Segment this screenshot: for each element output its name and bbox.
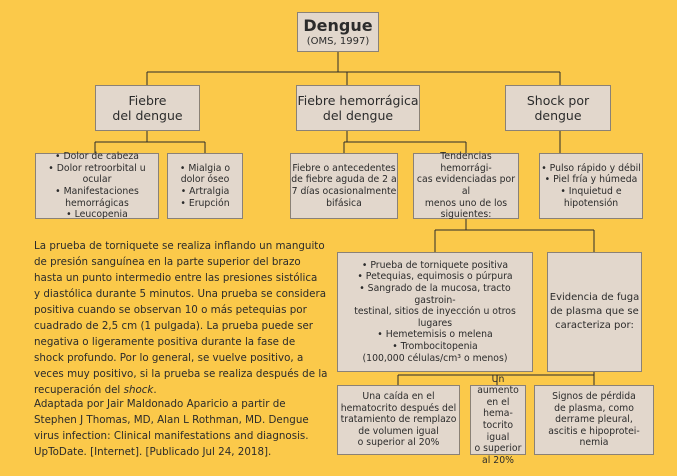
category-shock (505, 85, 611, 131)
hemorragica-tendencias-box (413, 153, 519, 219)
tendencia-item: • Sangrado de la mucosa, tracto gastroin- (359, 283, 511, 306)
plasma-sign-box-1 (337, 385, 460, 455)
plasma-sign-line: de volumen igual (358, 425, 439, 437)
category-line1: Fiebre hemorrágica (297, 93, 419, 108)
category-fiebre-dengue (95, 85, 200, 131)
plasma-sign-line: de plasma, como (554, 402, 634, 414)
symptom-item: • Dolor retroorbital u ocular (48, 162, 146, 186)
tendencia-item: (100,000 células/cm³ o menos) (362, 352, 508, 364)
plasma-sign-box-3 (534, 385, 654, 455)
plasma-sign-line: hematocrito después del (340, 402, 457, 414)
explanation-line: de presión sanguínea en la parte superior del brazo (34, 256, 301, 268)
tendencia-item: • Trombocitopenia (392, 340, 478, 352)
criteria-line: Fiebre o antecedentes (292, 162, 396, 174)
symptom-item: dolor óseo (180, 174, 230, 186)
plasma-sign-line: en el hema- (483, 396, 513, 420)
symptom-item: • Leucopenia (66, 209, 128, 221)
tourniquet-explanation (34, 238, 330, 398)
explanation-line: y diastólica durante 5 minutos. Una prueba se considera (34, 288, 327, 300)
plasma-sign-line: Un aumento (477, 373, 519, 397)
criteria-line: bifásica (326, 197, 362, 209)
hemorragica-fiebre-box (290, 153, 398, 219)
criteria-line: menos uno de los (424, 197, 508, 209)
plasma-leak-box (547, 252, 642, 372)
tendencia-item: • Hemetemisis o melena (377, 329, 493, 341)
plasma-sign-line: tocrito igual (482, 420, 514, 443)
shock-sign: • Inquietud e (560, 186, 622, 197)
explanation-last-prefix: recuperación del (34, 384, 124, 396)
category-line2: del dengue (112, 108, 183, 123)
explanation-line: positiva cuando se observan 10 o más petequias por (34, 304, 307, 316)
root-dengue-box (297, 12, 379, 52)
citation-line: Adaptada por Jair Maldonado Aparicio a partir de (34, 398, 286, 410)
criteria-line: Tendencias hemorrági- (440, 151, 492, 174)
category-line1: Shock por (526, 93, 590, 108)
category-line1: Fiebre (128, 93, 167, 108)
category-line2: del dengue (322, 108, 394, 123)
criteria-line: cas evidenciadas por al (416, 174, 516, 197)
shock-signs-box (539, 153, 643, 219)
plasma-sign-line: tratamiento de remplazo (340, 414, 457, 426)
explanation-line: hasta un punto intermedio entre las presiones sistólica (34, 272, 318, 284)
explanation-last-suffix: . (153, 384, 157, 396)
shock-sign: • Piel fría y húmeda (544, 174, 638, 186)
symptom-item: • Manifestaciones (55, 186, 139, 197)
symptom-item: • Mialgia o (179, 162, 231, 174)
explanation-line: veces muy positivo, si la prueba se realiza después de la (34, 368, 328, 380)
root-subtitle: (OMS, 1997) (306, 35, 370, 47)
citation-line: Stephen J Thomas, MD, Alan L Rothman, MD. Dengue (34, 414, 309, 426)
explanation-line: shock profundo. Por lo general, se vuelve positivo, a (34, 352, 304, 364)
symptom-item: • Artralgia (180, 186, 230, 197)
citation (34, 396, 330, 460)
citation-line: UpToDate. [Internet]. [Publicado Jul 24, 2018]. (34, 446, 272, 458)
fiebre-symptoms-box-a (35, 153, 159, 219)
criteria-line: 7 días ocasionalmente (291, 186, 397, 197)
plasma-sign-line: Signos de pérdida (552, 391, 636, 403)
tendencias-list-box (337, 252, 533, 372)
explanation-line: La prueba de torniquete se realiza inflando un manguito (34, 240, 325, 252)
shock-sign: • Pulso rápido y débil (541, 162, 641, 174)
symptom-item: hemorrágicas (65, 197, 129, 209)
fiebre-symptoms-box-b (167, 153, 243, 219)
citation-line: virus infection: Clinical manifestations and diagnosis. (34, 430, 309, 442)
category-fiebre-hemorragica (296, 85, 420, 131)
symptom-item: • Erupción (180, 197, 230, 209)
explanation-last-italic: shock (123, 384, 154, 396)
tendencia-item: • Petequias, equimosis o púrpura (357, 271, 513, 283)
criteria-line: siguientes: (440, 209, 492, 221)
plasma-sign-line: ascitis e hipoprotei- (548, 425, 640, 437)
shock-sign: hipotensión (563, 197, 619, 209)
symptom-item: • Dolor de cabeza (55, 151, 139, 163)
explanation-line: negativa o ligeramente positiva durante la fase de (34, 336, 296, 348)
plasma-line: Evidencia de fuga (549, 292, 640, 303)
plasma-line: caracteriza por: (555, 320, 634, 331)
plasma-line: de plasma que se (550, 306, 639, 317)
plasma-sign-box-2 (470, 373, 526, 466)
plasma-sign-line: Una caída en el (362, 391, 435, 403)
category-line2: dengue (534, 108, 582, 123)
plasma-sign-line: nemia (579, 437, 609, 449)
plasma-sign-line: o superior (474, 443, 522, 455)
plasma-sign-line: al 20% (482, 454, 514, 466)
criteria-line: de fiebre aguda de 2 a (291, 174, 397, 186)
explanation-line: cuadrado de 2,5 cm (1 pulgada). La prueba puede ser (34, 320, 314, 332)
tendencia-item: testinal, sitios de inyección u otros lugares (354, 306, 516, 329)
plasma-sign-line: o superior al 20% (357, 437, 440, 449)
tendencia-item: • Prueba de torniquete positiva (361, 259, 509, 271)
root-title: Dengue (303, 15, 373, 35)
plasma-sign-line: derrame pleural, (555, 414, 633, 426)
